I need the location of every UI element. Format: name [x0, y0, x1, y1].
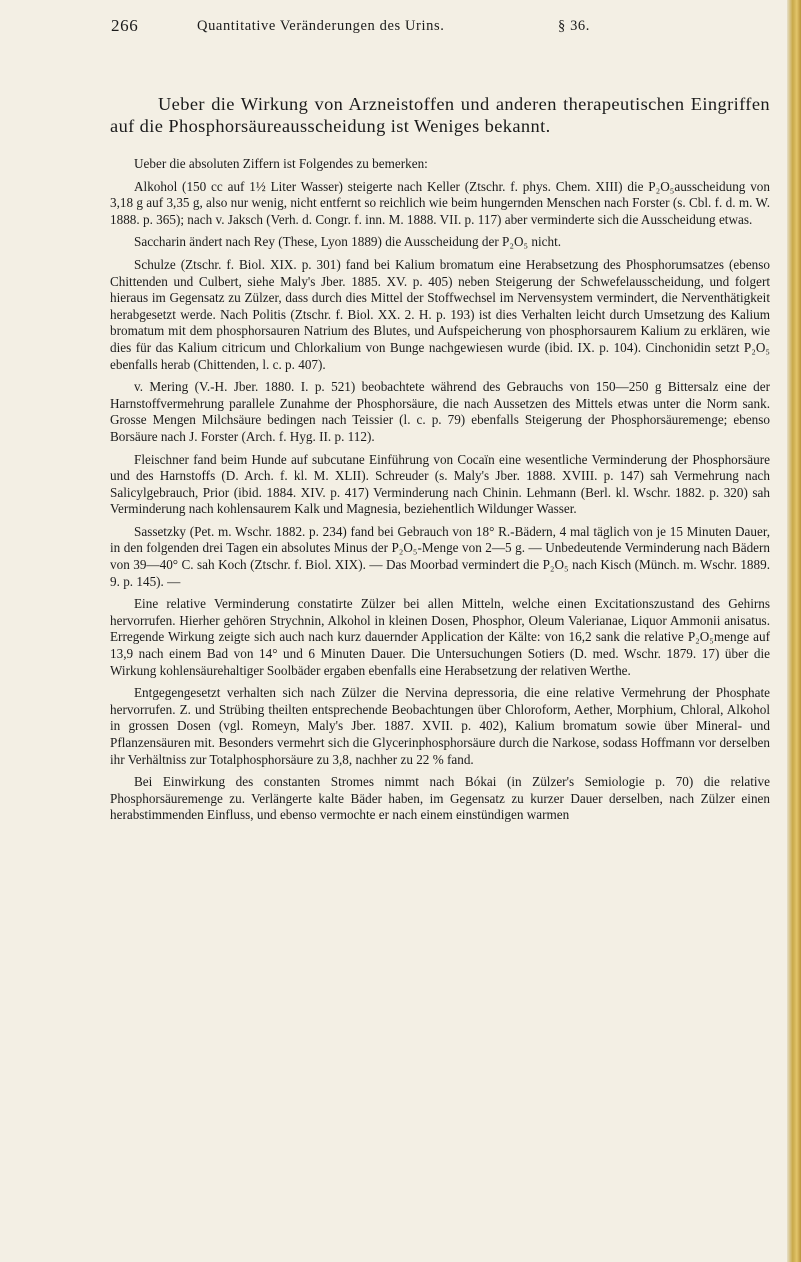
running-title: Quantitative Veränderungen des Urins. — [197, 18, 445, 34]
paragraph: Ueber die absoluten Ziffern ist Folgendes zu bemerken: — [134, 156, 428, 171]
section-heading: Ueber die Wirkung von Arzneistoffen und anderen therapeutischen Eingriffen auf die Phosphorsäureausscheidung ist Weniges bekannt. — [110, 94, 770, 136]
paragraph: Sassetzky (Pet. m. Wschr. 1882. p. 234) fand bei Gebrauch von 18° R.-Bädern, 4 mal täglich von je 15 Minuten Dauer, in den folgenden drei Tagen ein absolutes Minus der P₂O₅-Menge von 2—5 g. — Unbedeutende Verminderung nach Bädern von 39—40° C. sah Koch (Ztschr. f. Biol. XIX). — Das Moorbad vermindert die P₂O₅ nach Kisch (Münch. m. Wschr. 1889. 9. p. 145). — — [110, 523, 770, 589]
paragraph: Schulze (Ztschr. f. Biol. XIX. p. 301) fand bei Kalium bromatum eine Herabsetzung des Phosphorumsatzes (ebenso Chittenden und Culbert, siehe Maly's Jber. 1885. XV. p. 405) neben Steigerung der Schwefelausscheidung, und folgert hieraus im Gegensatz zu Zülzer, dass durch dies Mittel der Stoffwechsel im Nervensystem vermindert, die Nerventhätigkeit herabgesetzt werde. Nach Politis (Ztschr. f. Biol. XX. 2. H. p. 193) ist dies Verhalten leicht durch Umsetzung des Kalium bromatum mit dem phosphorsauren Natrium des Blutes, und Aufspeicherung von phosphorsaurem Kalium zu erklären, wie dies für das Kalium citricum und Chlorkalium von Bunge nachgewiesen wurde (ibid. IX. p. 104). Cinchonidin setzt P₂O₅ ebenfalls herab (Chittenden, l. c. p. 407). — [110, 256, 770, 372]
running-head — [111, 16, 711, 40]
paragraph: Eine relative Verminderung constatirte Zülzer bei allen Mitteln, welche einen Excitationszustand des Gehirns hervorrufen. Hierher gehören Strychnin, Alkohol in kleinen Dosen, Phosphor, Oleum Valerianae, Liquor Ammonii anisatus. Erregende Wirkung zeigte sich auch nach kurz dauernder Application der Kälte: von 16,2 sank die relative P₂O₅menge auf 13,9 nach einem Bad von 14° und 6 Minuten Dauer. Die Untersuchungen Sotiers (D. med. Wschr. 1879. 17) über die Wirkung kohlensäurehaltiger Soolbäder ergaben ebenfalls eine Herabsetzung der relativen Werthe. — [110, 596, 770, 678]
page-body — [110, 93, 770, 830]
paragraph: Alkohol (150 cc auf 1½ Liter Wasser) steigerte nach Keller (Ztschr. f. phys. Chem. XIII) die P₂O₅ausscheidung von 3,18 g auf 3,35 g, also nur wenig, nicht entfernt so reichlich wie beim hungernden Menschen nach Forster (s. Cbl. f. d. m. W. 1888. p. 365); nach v. Jaksch (Verh. d. Congr. f. inn. M. 1888. VII. p. 117) aber verminderte sich die Ausscheidung etwas. — [110, 178, 770, 227]
paragraph: Fleischner fand beim Hunde auf subcutane Einführung von Cocaïn eine wesentliche Verminderung der Phosphorsäure und des Harnstoffs (D. Arch. f. kl. M. XLII). Schreuder (s. Maly's Jber. 1888. XVIII. p. 147) sah Vermehrung nach Salicylgebrauch, Prior (ibid. 1884. XIV. p. 417) Verminderung nach Chinin. Lehmann (Berl. kl. Wschr. 1882. p. 320) sah Verminderung nach kohlensaurem Kalk und Magnesia, beziehentlich Wildunger Wasser. — [110, 451, 770, 517]
page-edge-gilt — [787, 0, 801, 1262]
paragraph: Bei Einwirkung des constanten Stromes nimmt nach Bókai (in Zülzer's Semiologie p. 70) die relative Phosphorsäuremenge zu. Verlängerte kalte Bäder haben, im Gegensatz zu kurzer Dauer derselben, nach Zülzer einen herabstimmenden Einfluss, und ebenso vermochte er nach einem einstündigen warmen — [110, 774, 770, 823]
paragraph: Entgegengesetzt verhalten sich nach Zülzer die Nervina depressoria, die eine relative Vermehrung der Phosphate hervorrufen. Z. und Strübing theilten entsprechende Beobachtungen über Chloroform, Aether, Morphium, Chloral, Alkohol in grossen Dosen (vgl. Romeyn, Maly's Jber. 1887. XVII. p. 402), Kalium bromatum sowie über Mineral- und Pflanzensäuren mit. Besonders vermehrt sich die Glycerinphosphorsäure durch die Narkose, sodass Hoffmann vor derselben ihr Verhältniss zur Totalphosphorsäure zu 3,8, nachher zu 22 % fand. — [110, 685, 770, 767]
paragraph: v. Mering (V.-H. Jber. 1880. I. p. 521) beobachtete während des Gebrauchs von 150—250 g Bittersalz eine der Harnstoffvermehrung parallele Zunahme der Phosphorsäure, die nach Aussetzen des Mittels etwas unter die Norm sank. Grosse Mengen Milchsäure bedingen nach Teissier (l. c. p. 79) ebenfalls Steigerung der Phosphorsäuremenge; ebenso Borsäure nach J. Forster (Arch. f. Hyg. II. p. 112). — [110, 379, 770, 444]
page-number: 266 — [111, 16, 139, 35]
paragraph: Saccharin ändert nach Rey (These, Lyon 1889) die Ausscheidung der P₂O₅ nicht. — [134, 234, 562, 250]
section-number: § 36. — [558, 18, 590, 34]
